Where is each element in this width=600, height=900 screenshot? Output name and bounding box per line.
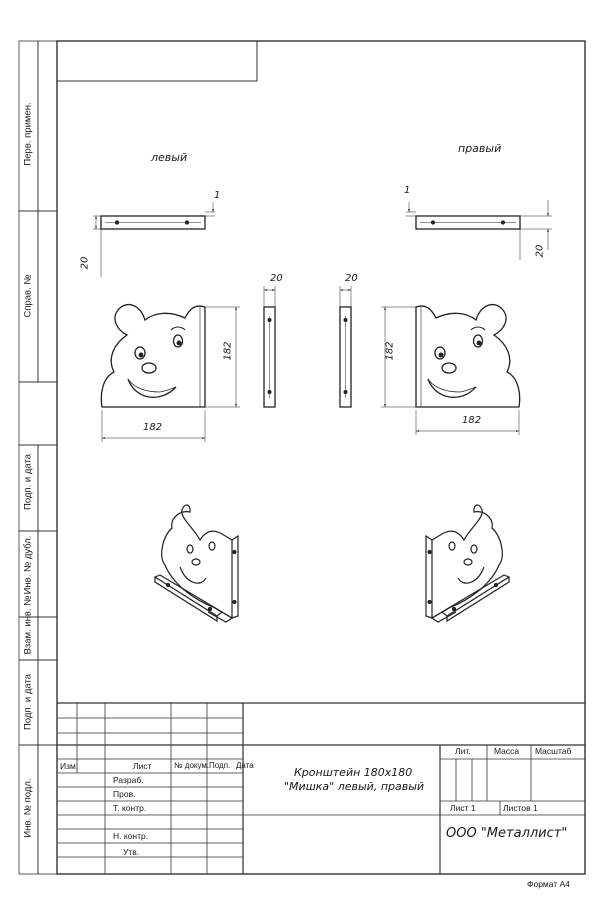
side-label-inv-podl: Инв. № подл. [22, 778, 34, 838]
side-view-right [340, 286, 351, 407]
tb-col-data: Дата [236, 761, 254, 770]
dim-height-right: 182 [384, 341, 396, 361]
tb-row-tkontr: Т. контр. [113, 803, 147, 813]
tb-massa: Масса [494, 746, 520, 756]
view-label-right: правый [458, 142, 502, 155]
front-view-left [101, 305, 205, 407]
side-label-podp-data-1: Подп. и дата [22, 454, 34, 510]
format-label: Формат А4 [527, 879, 570, 889]
view-label-left: левый [151, 151, 188, 164]
tb-col-podp: Подп. [209, 761, 231, 770]
side-view-left [264, 286, 275, 407]
dim-width-right: 182 [462, 415, 482, 426]
tb-title-line1: Кронштейн 180х180 [294, 766, 413, 779]
tb-listov: Листов 1 [503, 803, 538, 813]
side-label-podp-data-2: Подп. и дата [22, 674, 34, 730]
tb-list: Лист 1 [450, 803, 476, 813]
tb-col-doc: № докум. [174, 761, 210, 770]
side-label-sprav-no: Справ. № [22, 274, 34, 318]
front-view-right-dims [381, 307, 519, 435]
tb-row-prov: Пров. [113, 789, 136, 799]
dim-height-left: 182 [222, 341, 234, 361]
isometric-view-right [426, 505, 509, 622]
top-view-left [93, 202, 215, 277]
front-view-left-dims [102, 307, 240, 442]
dim-thickness-right: 1 [404, 185, 411, 196]
side-label-perv-primen: Перв. примен. [22, 102, 34, 166]
top-view-right [406, 200, 552, 260]
dim-depth-left: 20 [79, 256, 91, 270]
dim-thickness-left: 1 [214, 190, 221, 201]
dim-width-left: 182 [143, 422, 163, 433]
side-label-vzam-inv: Взам. инв. № [22, 595, 34, 655]
tb-col-list: Лист [133, 761, 152, 771]
tb-col-izm: Изм. [60, 761, 79, 771]
tb-title-line2: "Мишка" левый, правый [284, 780, 425, 793]
tb-row-razrab: Разраб. [113, 775, 144, 785]
front-view-right [416, 305, 520, 407]
tb-row-utv: Утв. [123, 847, 140, 857]
tb-lit: Лит. [455, 746, 471, 756]
dim-side-width-right: 20 [345, 273, 358, 284]
dim-side-width-left: 20 [270, 273, 283, 284]
tb-row-nkontr: Н. контр. [113, 831, 149, 841]
tb-masshtab: Масштаб [535, 746, 572, 756]
side-label-inv-dubl: Инв. № дубл. [22, 535, 34, 595]
dim-depth-right: 20 [534, 244, 546, 258]
tb-company: ООО "Металлист" [446, 826, 568, 841]
isometric-view-left [155, 505, 238, 622]
